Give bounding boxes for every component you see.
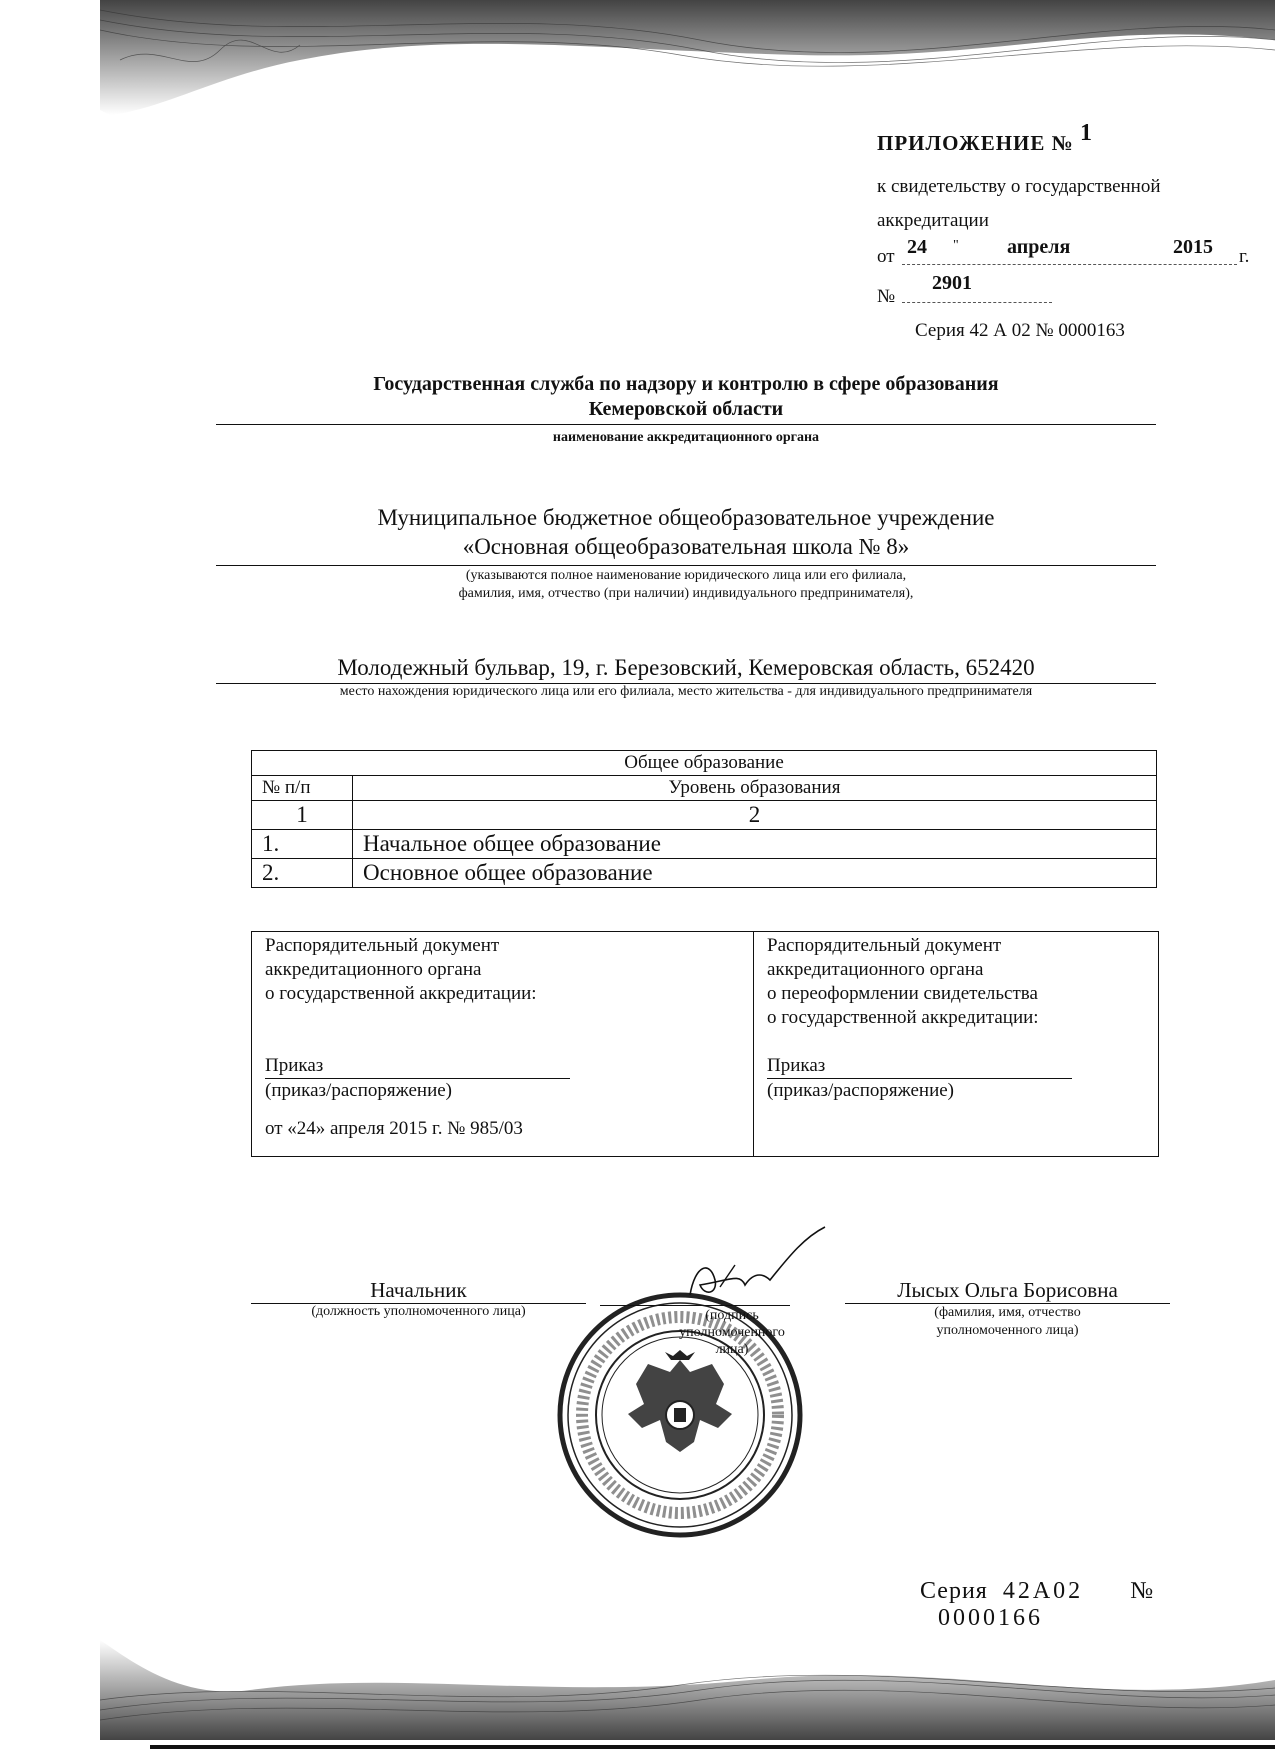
appendix-number: 1 [1080, 120, 1094, 146]
num-label: № [877, 286, 896, 307]
name-caption2: уполномоченного лица) [936, 1323, 1079, 1338]
position-value: Начальник [370, 1278, 467, 1302]
organization-caption1: (указываются полное наименование юридического лица или его филиала, [465, 568, 907, 583]
ornamental-border-bottom [100, 1620, 1275, 1740]
organization-caption2: фамилия, имя, отчество (при наличии) индивидуального предпринимателя), [458, 586, 914, 601]
left-doc-line1: Распорядительный документ [265, 935, 500, 956]
from-label: от [877, 246, 895, 267]
reissue-order [767, 932, 1157, 1156]
left-doc-date-number: от «24» апреля 2015 г. № 985/03 [265, 1118, 523, 1139]
row-number: 1. [252, 830, 353, 859]
left-doc-line2: аккредитационного органа [265, 959, 482, 980]
appendix-month: апреля [1007, 236, 1071, 258]
form-series-label: Серия [920, 1578, 988, 1604]
row-level: Основное общее образование [353, 859, 1157, 888]
appendix-reg-number: 2901 [932, 272, 972, 294]
organization-line1: Муниципальное бюджетное общеобразовательное учреждение [377, 505, 995, 530]
row-level: Начальное общее образование [353, 830, 1157, 859]
accreditation-authority [216, 372, 1156, 450]
authority-line2: Кемеровской области [588, 398, 784, 420]
form-series [920, 1578, 1275, 1632]
organization-line2: «Основная общеобразовательная школа № 8» [462, 534, 910, 559]
authority-line1: Государственная служба по надзору и контролю в сфере образования [373, 373, 999, 395]
left-doc-type: Приказ [265, 1054, 570, 1079]
bottom-rule [150, 1745, 1275, 1749]
right-doc-line1: Распорядительный документ [767, 935, 1002, 956]
signature-caption [672, 1307, 792, 1358]
organization-name [216, 503, 1156, 603]
accreditation-order [265, 932, 745, 1156]
right-doc-line2: аккредитационного органа [767, 959, 984, 980]
left-doc-line3: о государственной аккредитации: [265, 983, 537, 1004]
administrative-documents [251, 931, 1159, 1157]
year-suffix: г. [1239, 246, 1250, 267]
signatory-position [251, 1278, 586, 1320]
right-doc-type: Приказ [767, 1054, 1072, 1079]
address-value: Молодежный бульвар, 19, г. Березовский, Кемеровская область, 652420 [337, 655, 1035, 680]
name-value: Лысых Ольга Борисовна [897, 1278, 1118, 1302]
certificate-series: Серия 42 А 02 № 0000163 [915, 320, 1125, 341]
col-index-2: 2 [353, 801, 1157, 830]
handwritten-signature [670, 1225, 830, 1310]
signature-caption-line1: (подпись [705, 1308, 759, 1323]
appendix-subtitle-line2: аккредитации [877, 210, 989, 231]
left-doc-type-caption: (приказ/распоряжение) [265, 1080, 453, 1101]
appendix-title: ПРИЛОЖЕНИЕ № 1 [877, 120, 1094, 155]
table-row [252, 859, 1157, 888]
appendix-year: 2015 [1173, 236, 1213, 258]
right-doc-line3: о переоформлении свидетельства [767, 983, 1038, 1004]
table-title: Общее образование [252, 751, 1157, 776]
signature-caption-line3: лица) [715, 1342, 749, 1357]
signatory-name [845, 1278, 1170, 1340]
appendix-day: 24 [907, 236, 927, 258]
appendix-number-row [877, 272, 1077, 308]
name-caption1: (фамилия, имя, отчество [934, 1305, 1081, 1320]
organization-address [216, 655, 1156, 700]
col-header-level: Уровень образования [353, 776, 1157, 801]
right-doc-type-caption: (приказ/распоряжение) [767, 1080, 955, 1101]
col-index-1: 1 [252, 801, 353, 830]
table-row [252, 830, 1157, 859]
address-caption: место нахождения юридического лица или его филиала, место жительства - для индивидуального предпринимателя [339, 684, 1033, 699]
col-header-number: № п/п [252, 776, 353, 801]
signature-caption-line2: уполномоченного [679, 1325, 785, 1340]
form-series-code: 42А02 [1002, 1578, 1084, 1604]
form-num-label: № [1130, 1578, 1155, 1604]
position-caption: (должность уполномоченного лица) [311, 1304, 526, 1319]
row-number: 2. [252, 859, 353, 888]
form-number: 0000166 [938, 1605, 1043, 1631]
right-doc-line4: о государственной аккредитации: [767, 1007, 1039, 1028]
education-levels-table [251, 750, 1157, 888]
authority-caption: наименование аккредитационного органа [552, 430, 820, 445]
appendix-date: от 24 " апреля 2015 г. [877, 236, 1250, 267]
ornamental-border-top [100, 0, 1275, 115]
signature-line [600, 1305, 790, 1306]
appendix-subtitle-line1: к свидетельству о государственной [877, 176, 1161, 197]
